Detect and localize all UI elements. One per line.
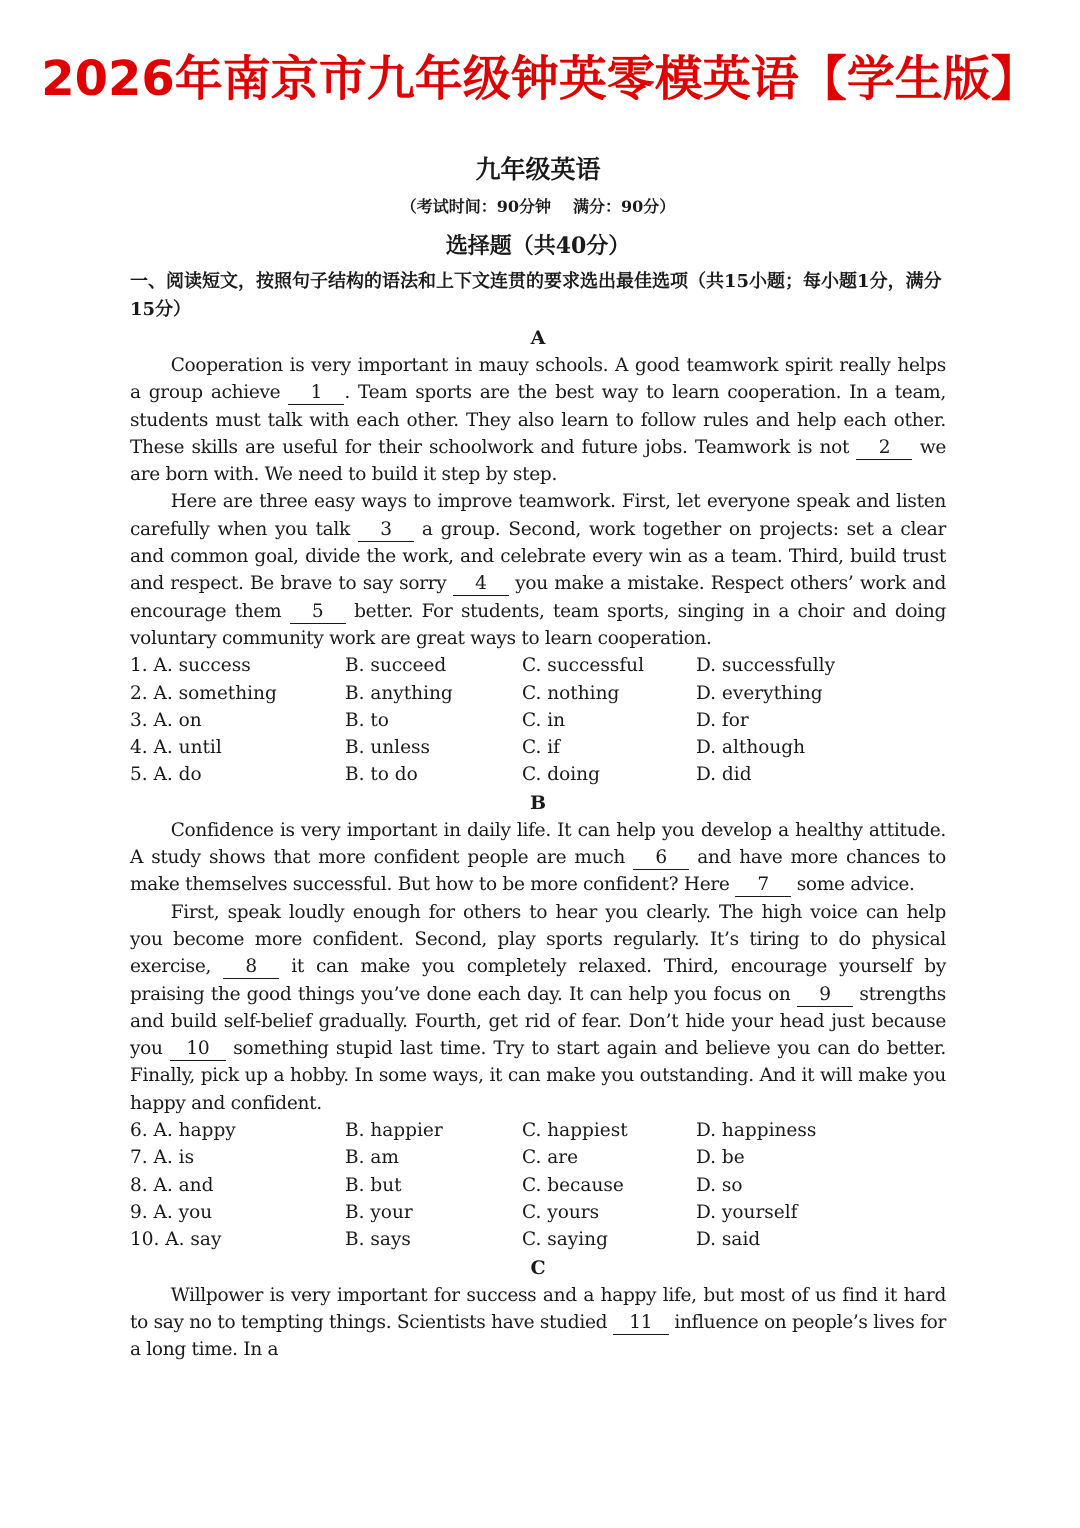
option-b: B. says — [345, 1229, 411, 1251]
question-options-row — [130, 1226, 946, 1253]
passage-a-paragraph-2 — [130, 488, 946, 652]
passage-a-paragraph-1 — [130, 352, 946, 488]
question-options-row — [130, 761, 946, 788]
passage-b-paragraph-2 — [130, 899, 946, 1117]
exam-score: 满分：90分） — [573, 197, 676, 216]
question-options-row — [130, 707, 946, 734]
option-b: B. succeed — [345, 655, 447, 677]
blank-6: 6 — [633, 847, 689, 870]
option-c: C. because — [522, 1174, 624, 1196]
passage-a-options — [130, 652, 946, 788]
option-c: C. yours — [522, 1201, 600, 1223]
text-segment: influence on people’s lives for a long time. In a — [130, 1311, 946, 1361]
option-b: B. to do — [345, 764, 418, 786]
question-options-row — [130, 1172, 946, 1199]
text-segment: Here are three easy ways to improve teamwork. First, let everyone speak and listen carefully when you talk — [130, 491, 946, 540]
option-a: 3. A. on — [130, 709, 202, 731]
option-b: B. but — [345, 1174, 402, 1196]
option-d: D. everything — [696, 682, 823, 704]
option-b: B. anything — [345, 682, 453, 704]
question-options-row — [130, 680, 946, 707]
blank-9: 9 — [797, 984, 853, 1007]
option-a: 8. A. and — [130, 1174, 214, 1196]
option-c: C. in — [522, 709, 566, 731]
option-a: 6. A. happy — [130, 1120, 236, 1142]
text-segment: First, speak loudly enough for others to hear you clearly. The high voice can help you become more confident. Second, play sports regularly. It’s tiring to do physical exercise, — [130, 901, 946, 978]
part-title: 选择题（共40分） — [445, 233, 631, 259]
passage-b-label: B — [529, 791, 547, 814]
blank-7: 7 — [735, 874, 791, 897]
question-options-row — [130, 1199, 946, 1226]
option-a: 4. A. until — [130, 737, 222, 759]
blank-8: 8 — [223, 956, 279, 979]
blank-5: 5 — [290, 601, 346, 624]
option-b: B. am — [345, 1147, 399, 1169]
option-d: D. happiness — [696, 1120, 817, 1142]
text-segment: Confidence is very important in daily life. It can help you develop a healthy attitude. A study shows that more confident people are much — [130, 819, 946, 869]
option-d: D. be — [696, 1147, 745, 1169]
text-segment: a group. Second, work together on projects: set a clear and common goal, divide the work, and celebrate every win as a team. Third, build trust and respect. Be brave to say sorry — [130, 518, 946, 595]
option-d: D. successfully — [696, 655, 836, 677]
option-c: C. successful — [522, 655, 645, 677]
text-segment: you make a mistake. Respect others’ work and encourage them — [130, 573, 946, 622]
text-segment: Cooperation is very important in mauy schools. A good teamwork spirit really helps a group achieve — [130, 355, 946, 404]
exam-sheet — [130, 150, 946, 1363]
text-segment: better. For students, team sports, singing in a choir and doing voluntary community work are great ways to learn cooperation. — [130, 600, 946, 649]
text-segment: Willpower is very important for success and a happy life, but most of us find it hard to say no to tempting things. Scientists have studied — [130, 1284, 946, 1333]
option-b: B. happier — [345, 1120, 443, 1142]
option-d: D. for — [696, 709, 749, 731]
blank-4: 4 — [453, 573, 509, 596]
option-c: C. saying — [522, 1229, 608, 1251]
passage-b-options — [130, 1117, 946, 1253]
option-a: 2. A. something — [130, 682, 277, 704]
text-segment: strengths and build self-belief gradually. Fourth, get rid of fear. Don’t hide your head just because you — [130, 983, 946, 1060]
question-options-row — [130, 1144, 946, 1171]
text-segment: we are born with. We need to build it step by step. — [130, 436, 946, 486]
option-a: 10. A. say — [130, 1229, 222, 1251]
option-b: B. your — [345, 1201, 413, 1223]
exam-title: 九年级英语 — [475, 155, 601, 184]
text-segment: . Team sports are the best way to learn cooperation. In a team, students must talk with each other. They also learn to follow rules and help each other. These skills are useful for their schoolwork and future jobs. Teamwork is not — [130, 382, 946, 458]
option-d: D. said — [696, 1229, 761, 1251]
question-options-row — [130, 652, 946, 679]
question-options-row — [130, 734, 946, 761]
passage-c-label: C — [530, 1256, 546, 1279]
exam-time: （考试时间：90分钟 — [400, 197, 551, 216]
option-c: C. nothing — [522, 682, 620, 704]
option-c: C. are — [522, 1147, 579, 1169]
option-a: 7. A. is — [130, 1147, 195, 1169]
passage-b-paragraph-1 — [130, 817, 946, 899]
blank-2: 2 — [856, 437, 912, 460]
option-d: D. did — [696, 764, 752, 786]
blank-1: 1 — [288, 382, 344, 405]
option-a: 1. A. success — [130, 655, 251, 677]
blank-3: 3 — [358, 519, 414, 542]
exam-info — [130, 194, 946, 220]
passage-a-label: A — [530, 327, 546, 349]
passage-c-paragraph-1 — [130, 1282, 946, 1364]
text-segment: and have more chances to make themselves successful. But how to be more confident? Here — [130, 847, 946, 896]
blank-10: 10 — [170, 1038, 226, 1061]
option-d: D. yourself — [696, 1201, 798, 1223]
option-d: D. although — [696, 737, 806, 759]
option-a: 9. A. you — [130, 1201, 213, 1223]
section-heading: 一、阅读短文，按照句子结构的语法和上下文连贯的要求选出最佳选项（共15小题；每小题1分，满分15分） — [130, 271, 942, 320]
text-segment: something stupid last time. Try to start again and believe you can do better. Finally, pick up a hobby. In some ways, it can make you outstanding. And it will make you happy and confident. — [130, 1038, 946, 1114]
option-b: B. to — [345, 709, 389, 731]
option-b: B. unless — [345, 737, 431, 759]
option-c: C. happiest — [522, 1120, 628, 1142]
option-c: C. if — [522, 737, 561, 759]
option-c: C. doing — [522, 764, 600, 786]
text-segment: some advice. — [791, 874, 915, 896]
blank-11: 11 — [613, 1312, 669, 1335]
text-segment: it can make you completely relaxed. Third, encourage yourself by praising the good things you’ve done each day. It can help you focus on — [130, 956, 946, 1005]
option-d: D. so — [696, 1174, 743, 1196]
document-banner-title: 2026年南京市九年级钟英零模英语【学生版】 — [41, 51, 1039, 107]
option-a: 5. A. do — [130, 764, 202, 786]
question-options-row — [130, 1117, 946, 1144]
